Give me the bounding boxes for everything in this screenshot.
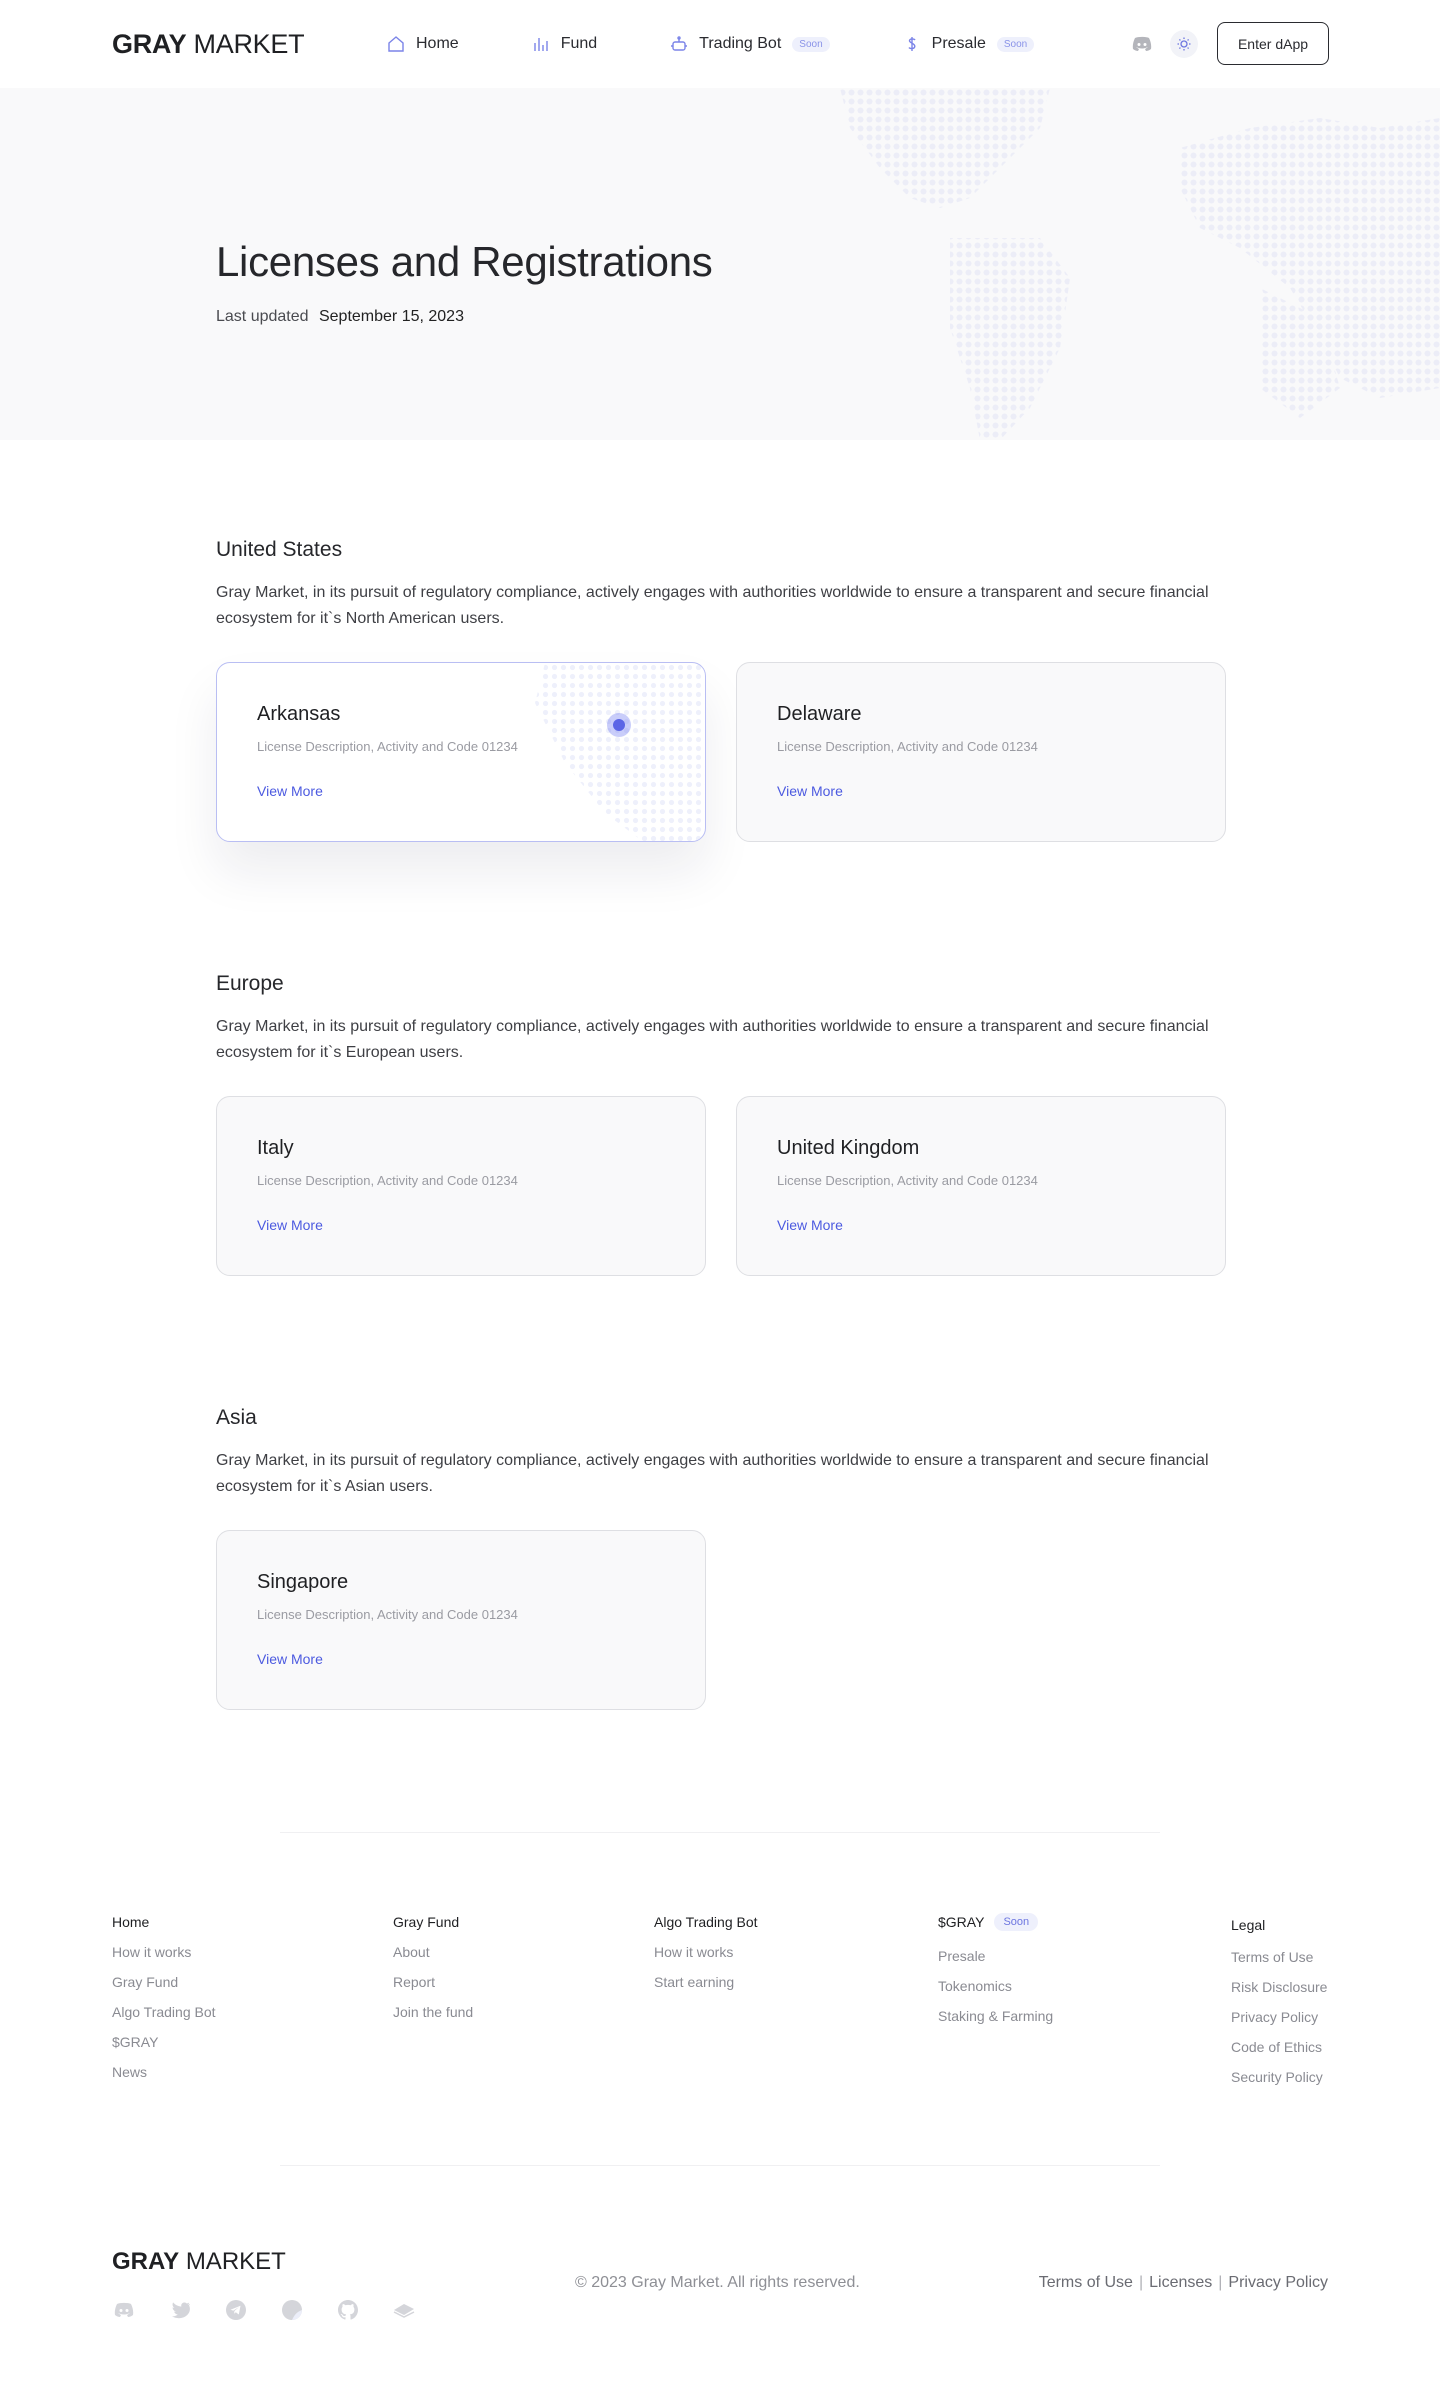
section-description: Gray Market, in its pursuit of regulatory compliance, actively engages with authorities worldwide to ensure a transparent and secure financial ecosystem for it`s North American users.	[216, 584, 1209, 627]
card-title: Italy	[257, 1137, 294, 1159]
discord-icon[interactable]	[112, 2298, 136, 2322]
footer-col-home	[112, 1912, 216, 2082]
privacy-policy-link[interactable]: Privacy Policy	[1228, 2274, 1328, 2291]
footer-link[interactable]: News	[112, 2064, 148, 2080]
footer-link[interactable]: Presale	[938, 1948, 986, 1964]
license-cards	[216, 1096, 1224, 1276]
license-card-united-kingdom[interactable]	[736, 1096, 1226, 1276]
footer-col-gray-fund	[393, 1912, 473, 2022]
dollar-icon	[902, 34, 922, 54]
card-description: License Description, Activity and Code 01234	[777, 739, 1038, 754]
license-cards	[216, 662, 1224, 842]
header-icons	[1128, 30, 1198, 58]
view-more-link[interactable]: View More	[257, 1651, 323, 1667]
footer-divider-top	[280, 1832, 1160, 1833]
license-cards	[216, 1530, 1224, 1710]
footer-col-gray-token	[938, 1912, 1053, 2026]
footer-link[interactable]: How it works	[112, 1944, 192, 1960]
separator: |	[1138, 2274, 1144, 2291]
footer-link[interactable]: Join the fund	[393, 2004, 474, 2020]
footer-link[interactable]: Security Policy	[1231, 2069, 1323, 2085]
discord-icon[interactable]	[1128, 30, 1156, 58]
logo-bold-text: GRAY	[112, 2248, 180, 2275]
footer-link[interactable]: Privacy Policy	[1231, 2009, 1319, 2025]
footer-col-legal	[1231, 1915, 1327, 2087]
footer-link[interactable]: Risk Disclosure	[1231, 1979, 1328, 1995]
card-description: License Description, Activity and Code 01234	[257, 1607, 518, 1622]
nav-label: Trading Bot	[699, 35, 782, 52]
footer-link[interactable]: Tokenomics	[938, 1978, 1012, 1994]
footer-link[interactable]: Start earning	[654, 1974, 735, 1990]
last-updated	[216, 308, 464, 326]
gitbook-icon[interactable]	[392, 2298, 416, 2322]
footer-link[interactable]: About	[393, 1944, 430, 1960]
card-title: Singapore	[257, 1571, 349, 1593]
footer-col-title: Algo Trading Bot	[654, 1914, 758, 1930]
footer-link[interactable]: Staking & Farming	[938, 2008, 1054, 2024]
footer-col-title: Gray Fund	[393, 1914, 460, 1930]
location-pin-icon	[607, 713, 631, 737]
footer-col-title: Legal	[1231, 1917, 1266, 1933]
footer-col-algo-trading-bot	[654, 1912, 758, 1992]
footer-link[interactable]: $GRAY	[112, 2034, 159, 2050]
footer-link[interactable]: Report	[393, 1974, 436, 1990]
section-description: Gray Market, in its pursuit of regulatory compliance, actively engages with authorities worldwide to ensure a transparent and secure financial ecosystem for it`s Asian users.	[216, 1452, 1209, 1495]
card-description: License Description, Activity and Code 01234	[777, 1173, 1038, 1188]
hero-banner	[0, 88, 1440, 440]
map-dots-decoration	[505, 663, 705, 842]
footer-col-title-text: $GRAY	[938, 1914, 985, 1930]
main-nav	[386, 30, 1106, 58]
section-title: Asia	[216, 1406, 257, 1429]
card-title: United Kingdom	[777, 1137, 920, 1159]
separator: |	[1218, 2274, 1223, 2291]
nav-item-home[interactable]	[386, 34, 459, 54]
nav-label: Presale	[931, 35, 986, 52]
soon-badge: Soon	[994, 1913, 1038, 1931]
nav-item-trading-bot[interactable]	[669, 34, 829, 54]
terms-of-use-link[interactable]: Terms of Use	[1038, 2274, 1133, 2291]
license-card-delaware[interactable]	[736, 662, 1226, 842]
github-icon[interactable]	[336, 2298, 360, 2322]
telegram-icon[interactable]	[224, 2298, 248, 2322]
last-updated-label: Last updated	[216, 308, 309, 325]
robot-icon	[669, 34, 689, 54]
footer-logo[interactable]	[112, 2248, 286, 2276]
site-header	[0, 0, 1440, 88]
nav-item-fund[interactable]	[531, 34, 597, 54]
footer-link[interactable]: How it works	[654, 1944, 734, 1960]
twitter-icon[interactable]	[168, 2298, 192, 2322]
license-card-arkansas[interactable]	[216, 662, 706, 842]
section-asia	[216, 1406, 1224, 1710]
license-card-italy[interactable]	[216, 1096, 706, 1276]
logo[interactable]	[112, 28, 304, 60]
soon-badge: Soon	[997, 37, 1034, 52]
license-card-singapore[interactable]	[216, 1530, 706, 1710]
enter-dapp-button[interactable]: Enter dApp	[1217, 22, 1329, 65]
footer-link[interactable]: Algo Trading Bot	[112, 2004, 216, 2020]
card-title: Delaware	[777, 703, 862, 725]
section-europe	[216, 972, 1224, 1276]
last-updated-date: September 15, 2023	[318, 308, 464, 325]
soon-badge: Soon	[792, 37, 829, 52]
view-more-link[interactable]: View More	[777, 1217, 843, 1233]
medium-icon[interactable]	[280, 2298, 304, 2322]
footer-divider-bottom	[280, 2165, 1160, 2166]
card-description: License Description, Activity and Code 01234	[257, 1173, 518, 1188]
footer-legal-links	[1039, 2274, 1328, 2292]
page-title: Licenses and Registrations	[216, 238, 713, 285]
section-united-states	[216, 538, 1224, 842]
view-more-link[interactable]: View More	[777, 783, 843, 799]
section-title: Europe	[216, 972, 284, 995]
bar-chart-icon	[531, 34, 551, 54]
world-map-dots	[820, 88, 1440, 440]
view-more-link[interactable]: View More	[257, 1217, 323, 1233]
licenses-link[interactable]: Licenses	[1149, 2274, 1213, 2291]
footer-col-title: Home	[112, 1914, 150, 1930]
footer-link[interactable]: Terms of Use	[1231, 1949, 1314, 1965]
section-title: United States	[216, 538, 343, 561]
social-links	[112, 2298, 448, 2322]
footer-col-title	[938, 1912, 1053, 1932]
view-more-link[interactable]: View More	[257, 783, 323, 799]
card-title: Arkansas	[257, 703, 341, 725]
theme-toggle-sun-icon[interactable]	[1170, 30, 1198, 58]
logo-light-text: MARKET	[193, 29, 305, 59]
logo-light-text: MARKET	[185, 2248, 286, 2275]
nav-label: Home	[416, 35, 459, 52]
footer-link[interactable]: Code of Ethics	[1231, 2039, 1323, 2055]
home-icon	[386, 34, 406, 54]
card-description: License Description, Activity and Code 01234	[257, 739, 518, 754]
footer-link[interactable]: Gray Fund	[112, 1974, 179, 1990]
nav-item-presale[interactable]	[902, 34, 1035, 54]
copyright-text: © 2023 Gray Market. All rights reserved.	[575, 2274, 860, 2291]
section-description: Gray Market, in its pursuit of regulatory compliance, actively engages with authorities worldwide to ensure a transparent and secure financial ecosystem for it`s European users.	[216, 1018, 1209, 1061]
logo-bold-text: GRAY	[112, 29, 187, 59]
nav-label: Fund	[560, 35, 598, 52]
